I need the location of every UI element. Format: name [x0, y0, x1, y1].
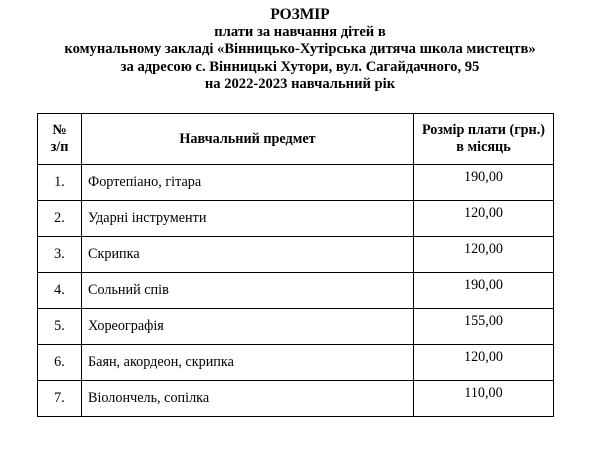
row-subject: Скрипка: [82, 237, 414, 273]
row-number: 3.: [38, 237, 82, 273]
row-number: 1.: [38, 165, 82, 201]
heading-line-3: комунальному закладі «Вінницько-Хутірська дитяча школа мистецтв»: [64, 41, 536, 58]
table-row: [38, 345, 554, 381]
table-row: [38, 165, 554, 201]
row-subject: Віолончель, сопілка: [82, 381, 414, 417]
row-price: 155,00: [414, 309, 554, 345]
header-subject: Навчальний предмет: [82, 114, 414, 165]
row-subject: Фортепіано, гітара: [82, 165, 414, 201]
row-price: 110,00: [414, 381, 554, 417]
row-number: 4.: [38, 273, 82, 309]
row-price: 120,00: [414, 237, 554, 273]
row-subject: Хореографія: [82, 309, 414, 345]
row-subject: Ударні інструменти: [82, 201, 414, 237]
header-price-line1: Розмір плати (грн.): [421, 122, 545, 138]
table-header-row: [38, 114, 554, 165]
table-row: [38, 237, 554, 273]
header-number: [38, 114, 82, 165]
row-number: 7.: [38, 381, 82, 417]
row-number: 5.: [38, 309, 82, 345]
document-heading: [0, 6, 600, 94]
table-row: [38, 201, 554, 237]
heading-line-4: за адресою с. Вінницькі Хутори, вул. Сагайдачного, 95: [120, 58, 480, 75]
header-number-line2: з/п: [50, 139, 69, 155]
row-number: 6.: [38, 345, 82, 381]
fees-table: [37, 113, 554, 417]
header-price-line2: в місяць: [456, 139, 511, 155]
header-number-line1: №: [52, 122, 67, 138]
row-subject: Баян, акордеон, скрипка: [82, 345, 414, 381]
row-number: 2.: [38, 201, 82, 237]
heading-line-2: плати за навчання дітей в: [214, 23, 386, 40]
row-price: 120,00: [414, 345, 554, 381]
heading-line-5: на 2022-2023 навчальний рік: [204, 76, 396, 93]
row-price: 120,00: [414, 201, 554, 237]
table-row: [38, 309, 554, 345]
table-row: [38, 381, 554, 417]
header-price: [414, 114, 554, 165]
table-row: [38, 273, 554, 309]
row-subject: Сольний спів: [82, 273, 414, 309]
row-price: 190,00: [414, 273, 554, 309]
document-title: РОЗМІР: [270, 6, 330, 23]
row-price: 190,00: [414, 165, 554, 201]
